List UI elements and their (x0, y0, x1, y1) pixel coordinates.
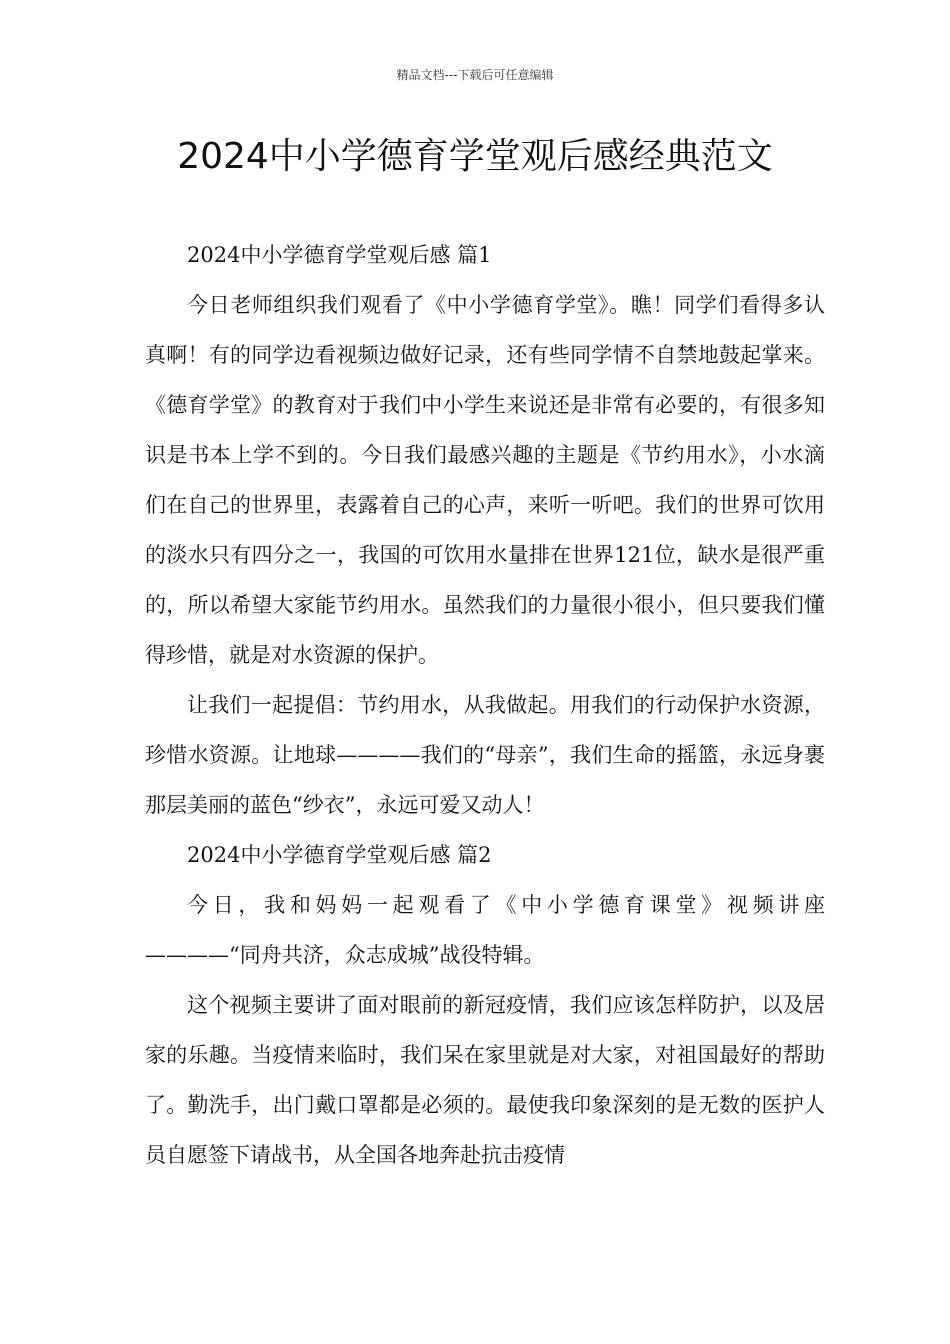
paragraph: 这个视频主要讲了面对眼前的新冠疫情，我们应该怎样防护，以及居家的乐趣。当疫情来临时，我们呆在家里就是对大家，对祖国最好的帮助了。勤洗手，出门戴口罩都是必须的。最使我印象深刻的是无数的医护人员自愿签下请战书，从全国各地奔赴抗击疫情 (145, 993, 825, 1167)
paragraph: 今日老师组织我们观看了《中小学德育学堂》。瞧！同学们看得多认真啊！有的同学边看视频边做好记录，还有些同学情不自禁地鼓起掌来。《德育学堂》的教育对于我们中小学生来说还是非常有必要的，有很多知识是书本上学不到的。今日我们最感兴趣的主题是《节约用水》，小水滴们在自己的世界里，表露着自己的心声，来听一听吧。我们的世界可饮用的淡水只有四分之一，我国的可饮用水量排在世界121位，缺水是很严重的，所以希望大家能节约用水。虽然我们的力量很小很小，但只要我们懂得珍惜，就是对水资源的保护。 (145, 293, 825, 667)
document-title: 2024中小学德育学堂观后感经典范文 (177, 136, 773, 177)
paragraph: 让我们一起提倡：节约用水，从我做起。用我们的行动保护水资源，珍惜水资源。让地球————我们的“母亲”，我们生命的摇篮，永远身裹那层美丽的蓝色“纱衣”，永远可爱又动人！ (145, 693, 825, 817)
section-heading: 2024中小学德育学堂观后感 篇2 (187, 843, 492, 867)
paragraph: 今日，我和妈妈一起观看了《中小学德育课堂》视频讲座————“同舟共济，众志成城”战役特辑。 (145, 893, 825, 967)
header-note: 精品文档---下载后可任意编辑 (396, 68, 554, 82)
document-body (145, 230, 825, 1180)
section-heading: 2024中小学德育学堂观后感 篇1 (187, 243, 492, 267)
